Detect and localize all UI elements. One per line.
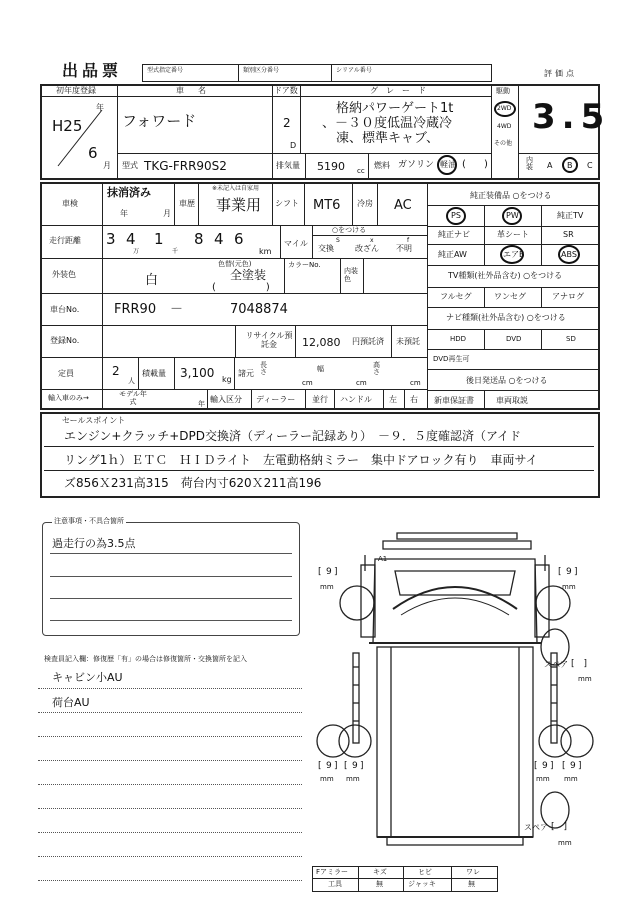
repaint-paren: ( ) — [212, 282, 270, 293]
grade-line-3: 凍、標準キャブ、 — [336, 131, 439, 146]
capacity-label: 定員 — [58, 369, 74, 378]
tv-fullseg[interactable]: フルセグ — [440, 292, 472, 301]
tire-rear-right-outer-value: 9 — [570, 761, 576, 771]
interior-color-label: 内装色 — [344, 267, 358, 283]
mileage-digit: 4 — [214, 230, 224, 248]
equip-ps[interactable]: PS — [451, 211, 461, 220]
interior-c[interactable]: C — [587, 161, 593, 170]
tire-rear-right-outer-close: ] — [578, 761, 582, 771]
fuel-diesel[interactable]: 軽油 — [440, 160, 456, 169]
meter-mark-instruction: ○をつける — [332, 226, 367, 234]
legend-broken: ワレ — [466, 868, 480, 876]
interior-b[interactable]: B — [567, 161, 573, 170]
ac-value: AC — [394, 198, 412, 213]
legend-jack: ジャッキ — [408, 880, 436, 888]
import-type-label: 輸入区分 — [210, 395, 242, 404]
tv-type-label: TV種類(社外品含む) ○をつける — [448, 271, 563, 280]
capacity-unit: 人 — [128, 377, 135, 385]
spare-label-1: スペア — [544, 660, 568, 669]
shift-value: MT6 — [313, 198, 341, 213]
load-label: 積載量 — [142, 369, 166, 378]
inspector-item-2: 荷台AU — [52, 696, 90, 709]
first-reg-era-year: H25 — [52, 117, 83, 135]
shift-label: シフト — [275, 199, 299, 208]
doors-label: ドア数 — [274, 86, 298, 95]
tire-rear-left-outer-close: ] — [334, 761, 338, 771]
history-label: 車歴 — [179, 199, 195, 208]
interior-label: 内装 — [526, 156, 533, 171]
spare-unit-1: mm — [578, 675, 592, 683]
capacity-value: 2 — [112, 364, 120, 378]
sales-point-label: セールスポイント — [62, 416, 126, 425]
model-year-label: モデル年式 — [119, 390, 147, 406]
legend-tools: 工具 — [328, 880, 342, 888]
equip-genuine-tv[interactable]: 純正TV — [557, 211, 584, 220]
meter-mark-2: x — [370, 237, 374, 244]
mileage-digit: 6 — [234, 230, 244, 248]
height-label: 高さ — [373, 361, 380, 376]
doors-value: 2 — [283, 116, 291, 130]
first-reg-month: 6 — [88, 144, 98, 162]
fuel-gasoline[interactable]: ガソリン — [398, 160, 435, 170]
shaken-status: 抹消済み — [107, 186, 151, 199]
recycle-amount: 12,080 — [302, 336, 341, 349]
tv-analog[interactable]: アナログ — [552, 292, 584, 301]
fuel-paren-close: ) — [484, 159, 488, 170]
mileage-digit: 1 — [154, 230, 164, 248]
equip-leather[interactable]: 革シート — [497, 230, 529, 239]
height-unit: cm — [410, 379, 421, 387]
tire-rear-right-inner-value: 9 — [542, 761, 548, 771]
chassis-label: 車台No. — [50, 305, 80, 314]
meter-modified[interactable]: 改ざん — [355, 244, 379, 253]
model-value: TKG-FRR90S2 — [144, 159, 227, 173]
navi-sd[interactable]: SD — [566, 335, 576, 343]
sales-line-1: エンジン+クラッチ+DPD交換済（ディーラー記録あり） －９．５度確認済（アイド — [64, 429, 521, 443]
later-manual[interactable]: 車両取説 — [496, 396, 528, 405]
history-note: ※未記入は自家用 — [212, 185, 260, 192]
later-new-warranty[interactable]: 新車保証書 — [434, 396, 474, 405]
drive-label: 駆動 — [496, 87, 510, 95]
tire-rear-right-inner-close: ] — [550, 761, 554, 771]
drive-other[interactable]: その他 — [494, 140, 513, 147]
mileage-digit: 3 — [106, 230, 116, 248]
exterior-label: 外装色 — [52, 270, 76, 279]
recycle-not[interactable]: 未預託 — [396, 337, 420, 346]
legend-dent: Fアミラー — [316, 868, 349, 876]
grade-label: グレード — [370, 86, 434, 95]
navi-hdd[interactable]: HDD — [450, 335, 467, 343]
mileage-man: 万 — [133, 248, 140, 255]
equip-aircon[interactable]: エアB — [503, 250, 525, 259]
tire-rear-right-outer-open: [ — [562, 761, 566, 771]
equip-genuine-navi[interactable]: 純正ナビ — [438, 230, 470, 239]
import-dealer[interactable]: ディーラー — [256, 395, 296, 404]
length-unit: cm — [302, 379, 313, 387]
first-reg-year-label: 年 — [96, 103, 104, 112]
tire-front-right-value: 9 — [566, 567, 572, 577]
chassis-dash: － — [170, 302, 184, 317]
legend-tools-value: 無 — [376, 880, 383, 888]
color-number-label: カラーNo. — [288, 261, 321, 269]
mileage-digit: 8 — [194, 230, 204, 248]
tire-rear-left-inner-unit: mm — [346, 775, 360, 783]
tire-front-left-close: ] — [334, 567, 338, 577]
legend-jack-value: 無 — [468, 880, 475, 888]
drive-4wd[interactable]: 4WD — [497, 123, 512, 130]
tire-rear-left-inner-open: [ — [344, 761, 348, 771]
tire-front-left-unit: mm — [320, 583, 334, 591]
later-items-label: 後日発送品 ○をつける — [466, 376, 548, 385]
interior-a[interactable]: A — [547, 161, 553, 170]
first-reg-month-label: 月 — [103, 161, 111, 170]
tire-rear-left-outer-open: [ — [318, 761, 322, 771]
shaken-month: 月 — [163, 209, 171, 218]
handle-right[interactable]: 右 — [410, 395, 418, 404]
ac-label: 冷房 — [357, 199, 373, 208]
inspector-label: 検査員記入欄：修復歴「有」の場合は修復箇所・交換箇所を記入 — [44, 655, 247, 663]
sales-line-3: ズ856Ｘ231高315 荷台内寸620Ｘ211高196 — [64, 476, 322, 490]
inspector-item-1: キャビン小AU — [52, 671, 123, 684]
equip-genuine-aw[interactable]: 純正AW — [438, 250, 467, 259]
meter-exchange[interactable]: 交換 — [318, 244, 334, 253]
shaken-year: 年 — [120, 209, 128, 218]
legend-crack: ヒビ — [418, 868, 432, 876]
serial-label: シリアル番号 — [336, 67, 372, 74]
tire-rear-left-outer-unit: mm — [320, 775, 334, 783]
displacement-unit: cc — [357, 167, 365, 175]
spare-bracket-2: [ ] — [551, 822, 568, 832]
equip-abs[interactable]: ABS — [561, 250, 577, 259]
caution-text: 過走行の為3.5点 — [52, 537, 136, 550]
fuel-paren-open: ( — [462, 159, 466, 170]
load-value: 3,100 — [180, 366, 215, 380]
model-designation-label: 型式指定番号 — [147, 67, 184, 74]
drive-2wd[interactable]: 2WD — [497, 105, 512, 112]
repaint-value: 全塗装 — [230, 268, 267, 282]
slip-title: 出品票 — [62, 61, 123, 80]
tire-rear-right-inner-unit: mm — [536, 775, 550, 783]
doors-unit: D — [290, 141, 297, 150]
load-unit: kg — [222, 375, 232, 384]
tire-front-left-value: 9 — [326, 567, 332, 577]
meter-mark-3: f — [407, 237, 410, 244]
header-id-fields — [142, 64, 492, 82]
reg-no-label: 登録No. — [50, 336, 80, 345]
fuel-label: 燃料 — [374, 161, 390, 170]
car-name: フォワード — [122, 112, 197, 130]
diagram-marker-a1: A1 — [378, 555, 388, 563]
tire-rear-right-outer-unit: mm — [564, 775, 578, 783]
navi-type-label: ナビ種類(社外品含む) ○をつける — [446, 313, 566, 322]
model-label: 型式 — [122, 161, 138, 170]
displacement-value: 5190 — [317, 160, 345, 173]
dims-label: 諸元 — [238, 369, 254, 378]
length-label: 長さ — [260, 361, 267, 376]
navi-dvd[interactable]: DVD — [506, 335, 522, 343]
score-label: 評価点 — [544, 69, 577, 78]
tire-front-right-unit: mm — [562, 583, 576, 591]
import-label: 輸入車のみ→ — [48, 394, 89, 402]
displacement-label: 排気量 — [276, 161, 300, 170]
model-year-unit: 年 — [198, 400, 205, 408]
score-value: 3.5 — [532, 97, 611, 137]
import-parallel[interactable]: 並行 — [312, 395, 328, 404]
car-name-label: 車名 — [176, 86, 220, 95]
meter-unknown[interactable]: 不明 — [396, 244, 412, 253]
grade-line-2: 、－３０度低温冷蔵冷 — [322, 116, 453, 131]
tire-rear-left-inner-value: 9 — [352, 761, 358, 771]
mileage-unit: km — [259, 247, 272, 256]
tire-rear-left-outer-value: 9 — [326, 761, 332, 771]
tire-front-left-open: [ — [318, 567, 322, 577]
width-label: 幅 — [317, 365, 324, 373]
spare-unit-2: mm — [558, 839, 572, 847]
recycle-label: リサイクル預託金 — [245, 331, 293, 350]
mileage-label: 走行距離 — [49, 236, 81, 245]
tire-front-right-close: ] — [574, 567, 578, 577]
first-reg-label: 初年度登録 — [56, 86, 96, 95]
tv-oneseg[interactable]: ワンセグ — [494, 292, 526, 301]
grade-line-1: 格納パワーゲート1t — [336, 101, 454, 116]
meter-mark-1: S — [336, 237, 340, 244]
shaken-label: 車検 — [62, 199, 78, 208]
genuine-equipment-label: 純正装備品 ○をつける — [470, 191, 552, 200]
category-number-label: 類別区分番号 — [243, 67, 280, 74]
chassis-number: 7048874 — [230, 302, 288, 317]
tire-rear-right-inner-open: [ — [534, 761, 538, 771]
equip-pw[interactable]: PW — [506, 211, 519, 220]
equip-sr[interactable]: SR — [563, 230, 574, 239]
mileage-sen: 千 — [172, 248, 179, 255]
chassis-prefix: FRR90 — [114, 302, 157, 317]
mileage-digit: 4 — [126, 230, 136, 248]
tire-front-right-open: [ — [558, 567, 562, 577]
spare-bracket-1: [ ] — [571, 659, 588, 669]
handle-label: ハンドル — [340, 395, 372, 404]
sales-line-2: リング1ｈ）ＥＴＣ ＨＩＤライト 左電動格納ミラー 集中ドアロック有り 車両サイ — [64, 453, 538, 467]
history-value: 事業用 — [216, 196, 262, 214]
handle-left[interactable]: 左 — [389, 395, 397, 404]
spare-label-2: スペア — [524, 823, 548, 832]
mile-label: マイル — [284, 239, 308, 248]
tire-rear-left-inner-close: ] — [360, 761, 364, 771]
caution-label: 注意事項・不具合箇所 — [54, 517, 124, 525]
color-change-label: 色替(元色) — [218, 260, 252, 268]
exterior-color: 白 — [145, 273, 159, 288]
width-unit: cm — [356, 379, 367, 387]
legend-scratch: キズ — [373, 868, 387, 876]
navi-dvd-play[interactable]: DVD再生可 — [433, 355, 470, 363]
recycle-unit[interactable]: 円預託済 — [352, 337, 384, 346]
